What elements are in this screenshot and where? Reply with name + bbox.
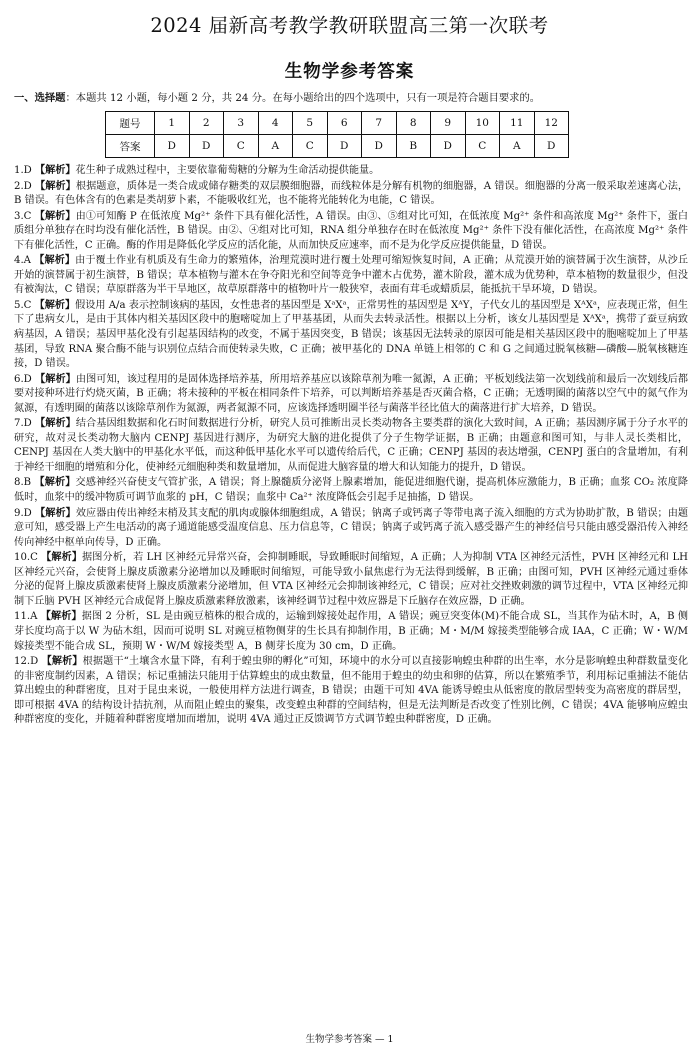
analysis-tag: 【解析】 — [35, 179, 76, 192]
answer-cell: C — [465, 135, 500, 158]
item-text: 假设用 A/a 表示控制该病的基因，女性患者的基因型是 XᵃXᵃ，正常男性的基因型是 XᴬY，子代女儿的基因型是 XᴬXᵃ，应表现正常，但生下了患病女儿，是由于其体内相关基因区段中的胞嘧啶加上了甲基基团，从而失去转录活性。根据以上分析，该女儿基因型是 XᴬXᵃ，携带了蚕豆病致病基因，A 错误；基因甲基化没有引起基因结构的改变，不属于基因突变，B 错误；该基因无法转录的原因可能是相关基因区段中的胞嘧啶加上了甲基基团，导致 RNA 聚合酶不能与识别位点结合而使转录失败，C 正确；被甲基化的 DNA 单链上相邻的 C 和 G 之间通过脱氧核糖—磷酸—脱氧核糖连接，D 错误。 — [14, 299, 689, 370]
analysis-tag: 【解析】 — [41, 655, 83, 668]
question-number: 1 — [155, 112, 190, 135]
item-text: 根据题意，质体是一类合成或储存糖类的双层膜细胞器，而线粒体是分解有机物的细胞器，A 错误。细胞器的分离一般采取差速离心法，B 错误。有色体含有的色素是类胡萝卜素，不能吸收红光，也不能将光能转化为电能，C 错误。 — [14, 180, 689, 207]
answer-cell: A — [258, 135, 293, 158]
item-text: 据图 2 分析，SL 是由豌豆植株的根合成的，运输到嫁接处起作用，A 错误；豌豆突变体(M)不能合成 SL，当其作为砧木时，A，B 侧芽长度均高于以 W 为砧木组，因而可说明 SL 对豌豆植物侧芽的生长具有抑制作用，B 正确；M・M/M 嫁接类型能够合成 IAA，C 正确；W・W/M 嫁接类型不能合成 SL，预期 W・W/M 嫁接类型 A，B 侧芽长度为 30 cm，D 正确。 — [14, 611, 689, 652]
item-text: 交感神经兴奋使支气管扩张，A 错误；肾上腺髓质分泌肾上腺素增加，能促进细胞代谢，提高机体应激能力，B 正确；血浆 CO₂ 浓度降低时，血浆中的缓冲物质可调节血浆的 pH，C 错误；血浆中 Ca²⁺ 浓度降低会引起手足抽搐，D 错误。 — [14, 477, 689, 504]
question-number: 3 — [224, 112, 259, 135]
explanation-item — [14, 163, 688, 179]
explanation-item — [14, 506, 688, 551]
item-number: 10.C — [14, 552, 38, 564]
analysis-tag: 【解析】 — [35, 164, 76, 176]
analysis-tag: 【解析】 — [35, 417, 76, 430]
document-subtitle: 生物学参考答案 — [284, 62, 415, 82]
item-text: 花生种子成熟过程中，主要依靠葡萄糖的分解为生命活动提供能量。 — [75, 165, 380, 176]
analysis-tag: 【解析】 — [35, 372, 76, 385]
answer-cell: C — [293, 135, 328, 158]
exam-title: 2024 届新高考教学教研联盟高三第一次联考 — [150, 14, 549, 37]
item-text: 效应器由传出神经末梢及其支配的肌肉或腺体细胞组成，A 错误；钠离子或钙离子等带电离子流入细胞的方式为协助扩散，B 错误；由题意可知，感受器上产生电活动的离子通道能感受温度信息、压力信息等，C 错误；钠离子或钙离子流入感受器产生的神经信号只能由感受器沿传入神经传向神经中枢单向传导，D 正确。 — [14, 507, 689, 548]
question-number: 12 — [534, 112, 569, 135]
explanation-item — [14, 416, 688, 475]
item-number: 9.D — [14, 507, 32, 519]
question-number: 9 — [431, 112, 466, 135]
explanation-item — [14, 609, 688, 654]
analysis-tag: 【解析】 — [34, 254, 76, 267]
analysis-tag: 【解析】 — [40, 610, 82, 623]
section-heading: 一、选择题 — [14, 92, 66, 104]
item-number: 4.A — [14, 255, 31, 267]
section-instructions: ：本题共 12 小题，每小题 2 分，共 24 分。在每小题给出的四个选项中，只有一项是符合题目要求的。 — [65, 92, 541, 104]
item-number: 8.B — [14, 477, 32, 489]
item-number: 6.D — [14, 373, 32, 385]
answer-cell: D — [189, 135, 224, 158]
item-number: 3.C — [14, 210, 32, 222]
item-text: 结合基因组数据和化石时间数据进行分析，研究人员可推断出灵长类动物各主要类群的演化大致时间，A 正确；基因测序属于分子水平的研究，故对灵长类动物大脑内 CENPJ 基因进行测序，为研究大脑的进化提供了分子生物学证据，B 正确；由题意和图可知，与非人灵长类相比，CENPJ 基因在人类大脑中的甲基化水平低，而这种低甲基化水平可以遗传给后代，C 正确；CENPJ 基因的表达增强，CENPJ 蛋白的含量增加，有利于神经干细胞的增殖和分化，使神经元细胞种类和数量增加，从而促进大脑容量的增大和认知能力的提升，D 错误。 — [14, 418, 689, 473]
item-number: 7.D — [14, 418, 32, 430]
answer-cell: D — [155, 135, 190, 158]
analysis-tag: 【解析】 — [34, 476, 76, 489]
item-number: 5.C — [14, 299, 32, 311]
item-text: 根据题干“土壤含水量下降，有利于蝗虫卵的孵化”可知，环境中的水分可以直接影响蝗虫种群的出生率，水分是影响蝗虫种群数量变化的非密度制约因素，A 错误；标记重捕法只能用于估算蝗虫的成虫数量，但不能用于蝗虫的幼虫和卵的估算，所以在繁殖季节，利用标记重捕法不能估算出蝗虫的种群密度，且对于昆虫来说，一般使用样方法进行调查，B 错误；由题干可知 4VA 能诱导蝗虫从低密度的散居型转变为高密度的群居型，即可根据 4VA 的结构设计拮抗剂，从而阻止蝗虫的聚集，改变蝗虫种群的空间结构，但是无法判断是否改变了性别比例，C 错误；4VA 能够响应蝗虫种群密度的变化，并随着种群密度增加而增加，说明 4VA 通过正反馈调节方式调节蝗虫种群密度，D 正确。 — [14, 656, 689, 726]
section-header — [14, 91, 689, 105]
question-number: 10 — [465, 112, 500, 135]
explanation-item — [14, 372, 688, 417]
item-text: 由①可知酶 P 在低浓度 Mg²⁺ 条件下具有催化活性，A 错误。由③、⑤组对比可知，在低浓度 Mg²⁺ 条件和高浓度 Mg²⁺ 条件下，蛋白质组分单独存在时均没有催化活性，B 错误。由②、④组对比可知，RNA 组分单独存在时在低浓度 Mg²⁺ 条件下没有催化活性，在高浓度 Mg²⁺ 条件下有催化活性，C 正确。酶的作用是降低化学反应的活化能，从而加快反应速率，而不是为化学反应提供能量，D 错误。 — [14, 210, 689, 251]
explanation-item — [14, 253, 688, 298]
answer-table-answer-row — [106, 135, 569, 158]
question-number: 4 — [258, 112, 293, 135]
row-label-number: 题号 — [106, 112, 155, 135]
question-number: 2 — [189, 112, 224, 135]
analysis-tag: 【解析】 — [34, 298, 76, 311]
question-number: 8 — [396, 112, 431, 135]
explanation-item — [14, 475, 688, 505]
explanation-item — [14, 550, 688, 609]
item-text: 由图可知，该过程用的是固体选择培养基，所用培养基应以该除草剂为唯一氮源，A 正确；平板划线法第一次划线前和最后一次划线后都要对接种环进行灼烧灭菌，B 正确；将未接种的平板在相同条件下培养，可以判断培养基是否灭菌合格，C 正确；无透明圈的菌落以空气中的氮气作为氮源，有透明圈的菌落以该除草剂作为氮源，两者氮源不同，应该选择透明圈半径与菌落半径比值大的菌落进行扩大培养，D 错误。 — [14, 373, 689, 414]
answer-cell: D — [327, 135, 362, 158]
explanation-item — [14, 654, 688, 728]
question-number: 6 — [327, 112, 362, 135]
item-number: 2.D — [14, 180, 32, 192]
analysis-tag: 【解析】 — [41, 551, 83, 564]
explanation-item — [14, 179, 688, 209]
answer-cell: C — [224, 135, 259, 158]
analysis-tag: 【解析】 — [35, 506, 76, 519]
answer-cell: D — [362, 135, 397, 158]
item-number: 1.D — [14, 165, 32, 176]
item-text: 由于覆土作业有机质及有生命力的繁殖体，治理荒漠时进行覆土处理可缩短恢复时间，A 正确；从荒漠开始的演替属于次生演替，从沙丘开始的演替属于初生演替，B 错误；草本植物与灌木在争夺阳光和空间等竞争中灌木占优势，灌木阶段，灌木成为优势种，草本植物的数量很少，但没有被淘汰，C 错误；草原群落为半干旱地区，故草原群落中的植物叶片一般狭窄，表面有茸毛或蜡质层，能抵抗干旱环境，D 错误。 — [14, 255, 689, 296]
question-number: 5 — [293, 112, 328, 135]
analysis-tag: 【解析】 — [34, 209, 76, 222]
answer-cell: D — [431, 135, 466, 158]
answer-table — [105, 111, 569, 158]
answer-cell: D — [534, 135, 569, 158]
explanation-item — [14, 209, 688, 254]
item-number: 11.A — [14, 611, 38, 623]
item-number: 12.D — [14, 656, 39, 668]
explanations-list — [14, 163, 688, 728]
question-number: 11 — [500, 112, 535, 135]
answer-cell: A — [500, 135, 535, 158]
row-label-answer: 答案 — [106, 135, 155, 158]
page-footer: 生物学参考答案 — 1 — [305, 1034, 394, 1045]
answer-table-number-row — [106, 112, 569, 135]
item-text: 据图分析，若 LH 区神经元异常兴奋，会抑制睡眠，导致睡眠时间缩短，A 正确；人为抑制 VTA 区神经元活性，PVH 区神经元和 LH 区神经元兴奋，会使肾上腺皮质激素分泌增加以及睡眠时间缩短，可能导致小鼠焦虑行为无法得到缓解，B 正确；由图可知，PVH 区神经元通过垂体分泌的促肾上腺皮质激素使肾上腺皮质激素分泌增加，但 VTA 区神经元会抑制该神经元，C 错误；应对社交挫败刺激的调节过程中，VTA 区神经元抑制下丘脑 PVH 区神经元合成促肾上腺皮质激素释放激素，该神经调节过程中效应器是下丘脑存在效应器，D 正确。 — [14, 552, 688, 607]
question-number: 7 — [362, 112, 397, 135]
answer-cell: B — [396, 135, 431, 158]
explanation-item — [14, 298, 688, 372]
